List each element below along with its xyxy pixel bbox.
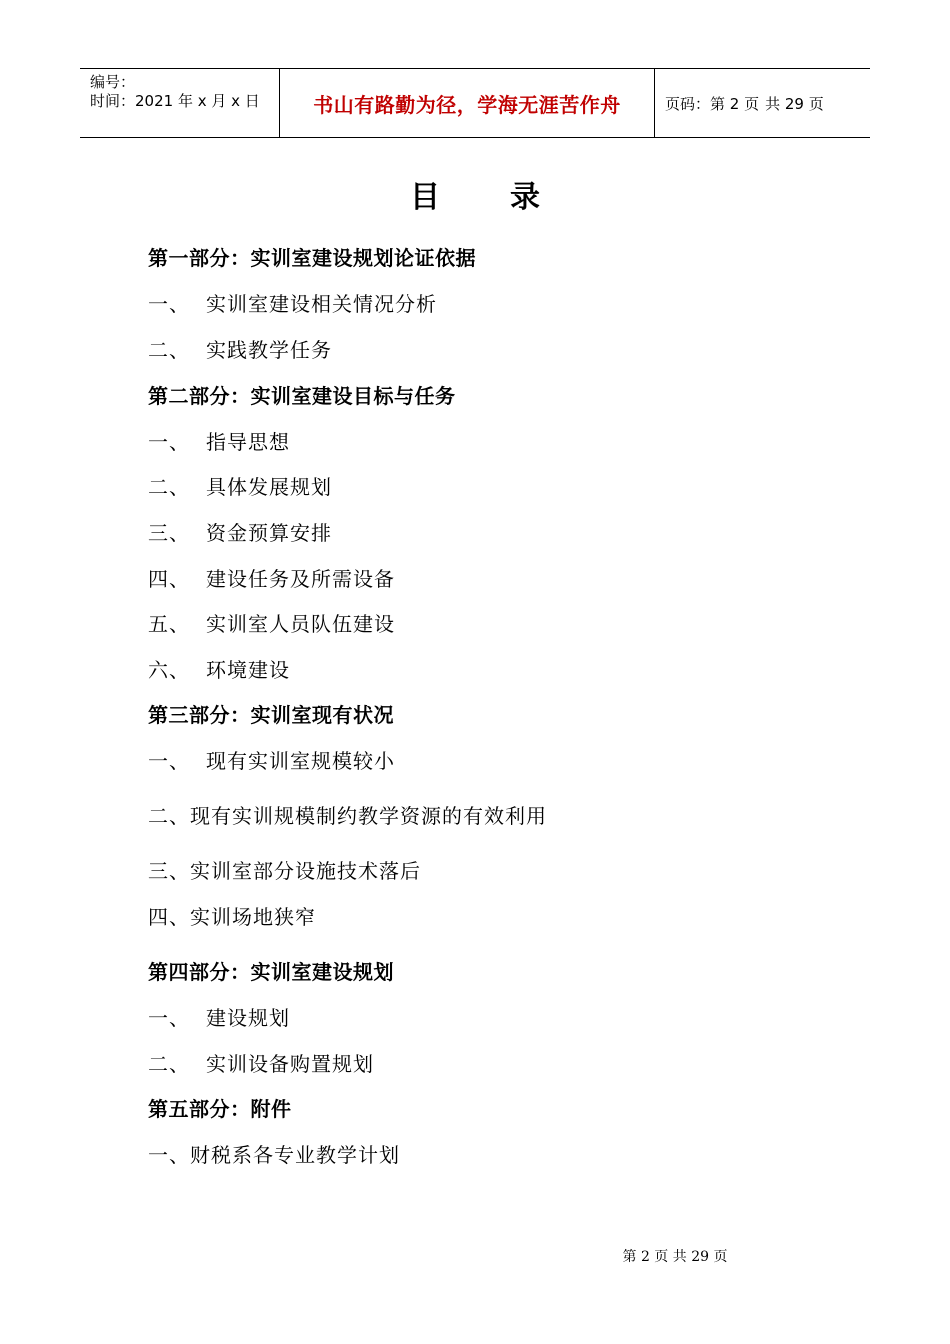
toc-item-text: 实训室部分设施技术落后 <box>190 859 421 883</box>
toc-item-text: 实训室建设相关情况分析 <box>206 292 437 316</box>
toc-item <box>148 292 437 316</box>
toc-part-text: 第二部分：实训室建设目标与任务 <box>148 384 456 408</box>
toc-item <box>148 567 395 591</box>
header-meta <box>80 69 280 137</box>
toc-item <box>148 430 290 454</box>
toc-part-text: 第五部分：附件 <box>148 1097 292 1121</box>
toc-item <box>148 658 290 682</box>
toc-item-number: 六、 <box>148 658 190 682</box>
toc-item-text: 实训场地狭窄 <box>190 905 316 929</box>
toc-item-text: 实践教学任务 <box>206 338 332 362</box>
toc-item <box>148 804 547 828</box>
toc-item-number: 一、 <box>148 1143 190 1167</box>
header-motto: 书山有路勤为径，学海无涯苦作舟 <box>280 69 655 137</box>
toc-part-text: 第三部分：实训室现有状况 <box>148 703 394 727</box>
toc-item-number: 五、 <box>148 612 190 636</box>
toc-part-text: 第四部分：实训室建设规划 <box>148 960 394 984</box>
toc-item <box>148 612 395 636</box>
toc-item-text: 财税系各专业教学计划 <box>190 1143 400 1167</box>
doc-time-label: 时间：2021 年 x 月 x 日 <box>90 92 260 110</box>
toc-item <box>148 905 316 929</box>
toc-item-number: 二、 <box>148 338 190 362</box>
page-footer: 第 2 页 共 29 页 <box>622 1249 728 1265</box>
toc-item-text: 实训室人员队伍建设 <box>206 612 395 636</box>
toc-item <box>148 749 395 773</box>
toc-part-heading <box>148 960 394 984</box>
toc-item-number: 四、 <box>148 905 190 929</box>
toc-item-text: 现有实训室规模较小 <box>206 749 395 773</box>
toc-item <box>148 1052 374 1076</box>
toc-item <box>148 859 421 883</box>
toc-part-heading <box>148 703 394 727</box>
toc-part-heading <box>148 384 456 408</box>
header-page-total: 共 29 页 <box>765 94 824 113</box>
toc-item-text: 建设规划 <box>206 1006 290 1030</box>
toc-item-number: 二、 <box>148 475 190 499</box>
toc-item-text: 现有实训规模制约教学资源的有效利用 <box>190 804 547 828</box>
toc-item-number: 三、 <box>148 521 190 545</box>
toc-item-number: 四、 <box>148 567 190 591</box>
toc-item <box>148 338 332 362</box>
toc-item-number: 一、 <box>148 430 190 454</box>
header-page-number: 页码：第 2 页 <box>665 94 760 113</box>
toc-item-number: 二、 <box>148 804 190 828</box>
toc-item-text: 环境建设 <box>206 658 290 682</box>
toc-item-text: 具体发展规划 <box>206 475 332 499</box>
toc-item <box>148 521 332 545</box>
page-header <box>80 68 870 138</box>
toc-part-heading <box>148 246 476 270</box>
toc-part-heading <box>148 1097 292 1121</box>
toc-item-text: 指导思想 <box>206 430 290 454</box>
toc-item-text: 建设任务及所需设备 <box>206 567 395 591</box>
toc-item-text: 资金预算安排 <box>206 521 332 545</box>
toc-item <box>148 1143 400 1167</box>
header-page-info <box>655 69 870 137</box>
toc-item-number: 一、 <box>148 749 190 773</box>
toc-item <box>148 475 332 499</box>
toc-item-number: 三、 <box>148 859 190 883</box>
toc-item-number: 二、 <box>148 1052 190 1076</box>
doc-number-label: 编号： <box>90 73 136 91</box>
toc-item-text: 实训设备购置规划 <box>206 1052 374 1076</box>
toc-title: 目录 <box>410 180 610 215</box>
toc-part-text: 第一部分：实训室建设规划论证依据 <box>148 246 476 270</box>
toc-item <box>148 1006 290 1030</box>
toc-item-number: 一、 <box>148 292 190 316</box>
toc-item-number: 一、 <box>148 1006 190 1030</box>
